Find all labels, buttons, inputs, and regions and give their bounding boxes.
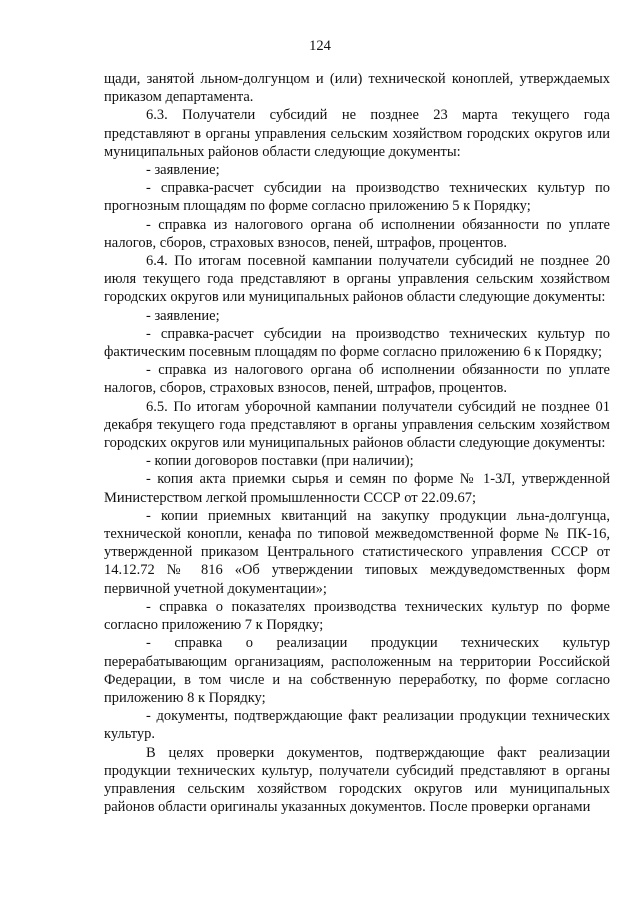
list-item-supply-contracts: - копии договоров поставки (при наличии); [146, 453, 414, 470]
page-number: 124 [309, 38, 331, 54]
list-item-sales-documents: - документы, подтверждающие факт реализации продукции технических культур. [104, 708, 610, 743]
list-item-receipts: - копии приемных квитанций на закупку продукции льна-долгунца, технической конопли, кенафа по типовой межведомственной форме № ПК-16, утвержденной приказом Центрального статистического управления СССР от 14.12.72 № 816 «Об утверждении типовых междуведомственных форм первичной учетной документации»; [104, 507, 610, 597]
list-item-acceptance-act: - копия акта приемки сырья и семян по форме № 1-ЗЛ, утвержденной Министерством легкой промышленности СССР от 22.09.67; [104, 471, 610, 506]
paragraph-continuation: щади, занятой льном-долгунцом и (или) технической коноплей, утверждаемых приказом департамента. [104, 71, 610, 106]
list-item-tax-certificate: - справка из налогового органа об исполнении обязанности по уплате налогов, сборов, страховых взносов, пеней, штрафов, процентов. [104, 362, 610, 397]
document-body [104, 70, 610, 816]
list-item-forecast-calculation: - справка-расчет субсидии на производство технических культур по прогнозным площадям по форме согласно приложению 5 к Порядку; [104, 180, 610, 215]
list-item-application: - заявление; [146, 307, 220, 324]
list-item-sales-certificate: - справка о реализации продукции технических культур перерабатывающим организациям, расположенным на территории Российской Федерации, в том числе и на собственную переработку, по форме согласно приложению 8 к Порядку; [104, 635, 610, 706]
list-item-actual-calculation: - справка-расчет субсидии на производство технических культур по фактическим посевным площадям по форме согласно приложению 6 к Порядку; [104, 325, 610, 361]
paragraph-6-3: 6.3. Получатели субсидий не позднее 23 марта текущего года представляют в органы управления сельским хозяйством городских округов или муниципальных районов области следующие документы: [104, 107, 610, 160]
list-item-production-certificate: - справка о показателях производства технических культур по форме согласно приложению 7 к Порядку; [104, 598, 610, 634]
paragraph-6-5: 6.5. По итогам уборочной кампании получатели субсидий не позднее 01 декабря текущего года представляют в органы управления сельским хозяйством городских округов или муниципальных районов области следующие документы: [104, 398, 610, 452]
paragraph-6-4: 6.4. По итогам посевной кампании получатели субсидий не позднее 20 июля текущего года представляют в органы управления сельским хозяйством городских округов или муниципальных районов области следующие документы: [104, 253, 610, 306]
list-item-application: - заявление; [146, 162, 220, 179]
list-item-tax-certificate: - справка из налогового органа об исполнении обязанности по уплате налогов, сборов, страховых взносов, пеней, штрафов, процентов. [104, 216, 610, 251]
paragraph-verification: В целях проверки документов, подтверждающие факт реализации продукции технических культур, получатели субсидий представляют в органы управления сельским хозяйством городских округов или муниципальных районов области оригиналы указанных документов. После проверки органами [104, 744, 610, 816]
